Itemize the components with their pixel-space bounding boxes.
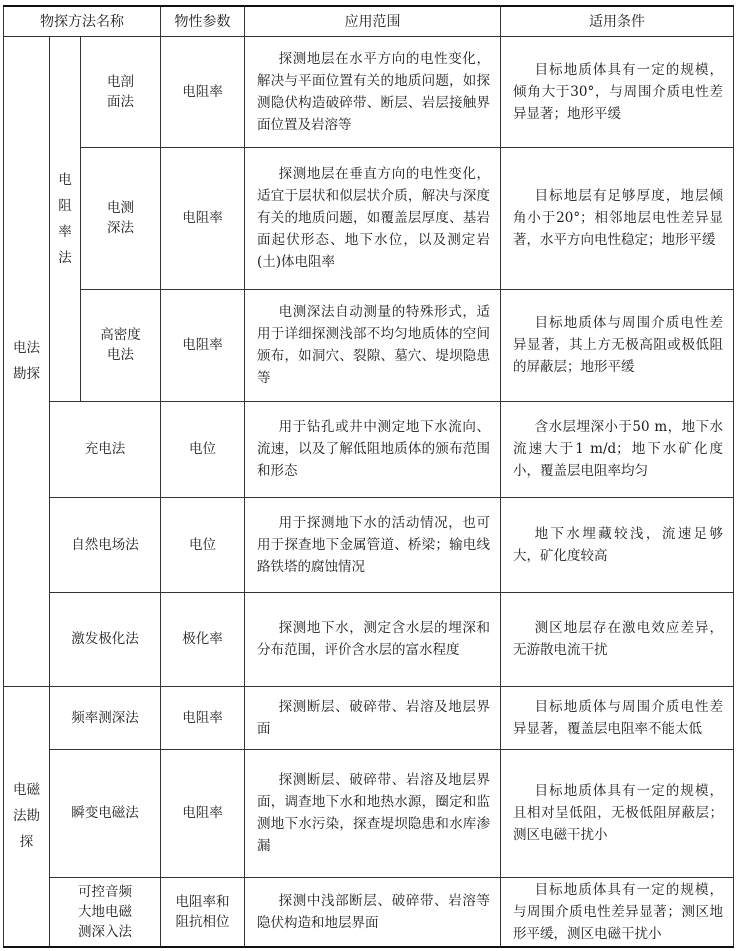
method-name: 电测 深法 bbox=[81, 147, 161, 289]
group-electric: 电法 勘探 bbox=[4, 36, 50, 686]
header-scope: 应用范围 bbox=[245, 6, 501, 36]
table-row bbox=[4, 749, 734, 877]
header-row bbox=[4, 6, 734, 36]
table-row bbox=[4, 497, 734, 592]
method-param: 电位 bbox=[161, 497, 245, 592]
table-row bbox=[4, 877, 734, 947]
method-scope: 探测断层、破碎带、岩溶及地层界面，调查地下水和地热水源，圈定和监测地下水污染，探查堤坝隐患和水库渗漏 bbox=[245, 749, 501, 877]
method-cond: 目标地质体与周围介质电性差异显著，其上方无极高阻或极低阻的屏蔽层；地形平缓 bbox=[501, 289, 734, 401]
method-cond: 目标地层有足够厚度，地层倾角小于20°；相邻地层电性差异显著，水平方向电性稳定；地形平缓 bbox=[501, 147, 734, 289]
method-scope: 探测地层在垂直方向的电性变化，适宜于层状和似层状介质，解决与深度有关的地质问题，如覆盖层厚度、基岩面起伏形态、地下水位，以及测定岩(土)体电阻率 bbox=[245, 147, 501, 289]
method-name: 自然电场法 bbox=[50, 497, 161, 592]
method-cond: 测区地层存在激电效应差异，无游散电流干扰 bbox=[501, 592, 734, 686]
header-method: 物探方法名称 bbox=[4, 6, 161, 36]
table-row bbox=[4, 36, 734, 147]
method-param: 电阻率和 阻抗相位 bbox=[161, 877, 245, 947]
method-name: 高密度 电法 bbox=[81, 289, 161, 401]
method-param: 电阻率 bbox=[161, 36, 245, 147]
method-cond: 目标地质体具有一定的规模，倾角大于30°，与周围介质电性差异显著；地形平缓 bbox=[501, 36, 734, 147]
table-row bbox=[4, 289, 734, 401]
method-name: 频率测深法 bbox=[50, 686, 161, 749]
group-em: 电磁 法勘 探 bbox=[4, 686, 50, 947]
method-name: 可控音频 大地电磁 测深入法 bbox=[50, 877, 161, 947]
method-cond: 目标地质体与周围介质电性差异显著，覆盖层电阻率不能太低 bbox=[501, 686, 734, 749]
method-scope: 探测断层、破碎带、岩溶及地层界面 bbox=[245, 686, 501, 749]
method-name: 充电法 bbox=[50, 401, 161, 497]
method-param: 电阻率 bbox=[161, 147, 245, 289]
method-cond: 地下水埋藏较浅，流速足够大，矿化度较高 bbox=[501, 497, 734, 592]
method-scope: 探测中浅部断层、破碎带、岩溶等隐伏构造和地层界面 bbox=[245, 877, 501, 947]
method-cond: 目标地质体具有一定的规模，且相对呈低阻，无极低阻屏蔽层；测区电磁干扰小 bbox=[501, 749, 734, 877]
group-resistivity: 电 阻 率 法 bbox=[50, 36, 81, 401]
method-scope: 用于探测地下水的活动情况，也可用于探查地下金属管道、桥梁；输电线路铁塔的腐蚀情况 bbox=[245, 497, 501, 592]
geophysics-methods-table bbox=[3, 5, 734, 948]
method-scope: 探测地下水，测定含水层的埋深和分布范围，评价含水层的富水程度 bbox=[245, 592, 501, 686]
method-scope: 电测深法自动测量的特殊形式，适用于详细探测浅部不均匀地质体的空间颁布，如洞穴、裂隙、墓穴、堤坝隐患等 bbox=[245, 289, 501, 401]
method-cond: 目标地质体具有一定的规模，与周围介质电性差异显著；测区地形平缓，测区电磁干扰小 bbox=[501, 877, 734, 947]
header-param: 物性参数 bbox=[161, 6, 245, 36]
method-name: 瞬变电磁法 bbox=[50, 749, 161, 877]
table-row bbox=[4, 147, 734, 289]
method-param: 极化率 bbox=[161, 592, 245, 686]
method-cond: 含水层埋深小于50 m，地下水流速大于1 m/d；地下水矿化度小，覆盖层电阻率均匀 bbox=[501, 401, 734, 497]
method-param: 电阻率 bbox=[161, 686, 245, 749]
method-param: 电阻率 bbox=[161, 749, 245, 877]
method-name: 电剖 面法 bbox=[81, 36, 161, 147]
method-scope: 探测地层在水平方向的电性变化，解决与平面位置有关的地质问题，如探测隐伏构造破碎带、断层、岩层接触界面位置及岩溶等 bbox=[245, 36, 501, 147]
method-param: 电阻率 bbox=[161, 289, 245, 401]
header-cond: 适用条件 bbox=[501, 6, 734, 36]
table-row bbox=[4, 401, 734, 497]
method-scope: 用于钻孔或井中测定地下水流向、流速，以及了解低阻地质体的颁布范围和形态 bbox=[245, 401, 501, 497]
method-param: 电位 bbox=[161, 401, 245, 497]
table-row bbox=[4, 686, 734, 749]
table-row bbox=[4, 592, 734, 686]
method-name: 激发极化法 bbox=[50, 592, 161, 686]
